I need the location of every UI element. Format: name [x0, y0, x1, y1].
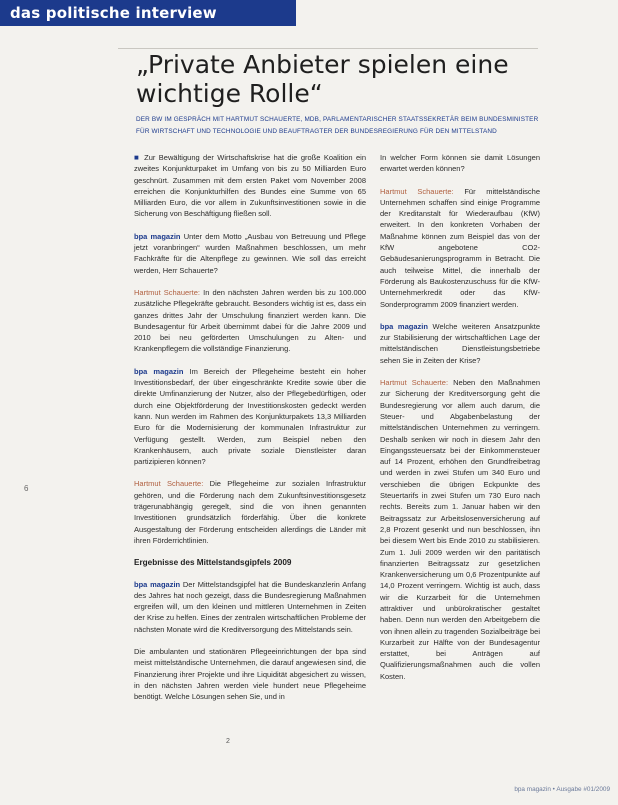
page-footer: bpa magazin • Ausgabe #01/2009: [514, 786, 610, 793]
paragraph-text: Im Bereich der Pflegeheime besteht ein hoher Investitionsbedarf, der über eingeschränkte Kredite sowie über die direkte Umfinanzierung der Nutzer, also der Pflegebedürftigen, oder durch eine Objektförderung der Investitionskosten gedeckt werden kann. Nun werden im Rahmen des Konjunkturpakets 13,3 Milliarden Euro für die Modernisierung der kommunalen Infrastruktur zur Verfügung gestellt. Werden, zum Beispiel neben den Krankenhäusern, auch private soziale Dienstleister daran partizipieren können?: [134, 366, 366, 467]
speaker-label: bpa magazin: [134, 366, 184, 376]
paragraph-text: Der Mittelstandsgipfel hat die Bundeskanzlerin Anfang des Jahres hat noch gezeigt, dass die Bundesregierung Maßnahmen ergreifen will, um den kleinen und mittleren Unternehmen in Zeiten der Krise zu helfen. Eines der zentralen wirtschaftlichen Probleme der nächsten Monate wird die Kreditversorgung des Mittelstands sein.: [134, 579, 366, 634]
interview-question: [134, 366, 366, 468]
paragraph-text: Die ambulanten und stationären Pflegeeinrichtungen der bpa sind meist mittelständische Unternehmen, die darauf angewiesen sind, die Finanzierung ihrer Projekte und ihre Liquidität abgesichert zu wissen, in den nächsten Jahren werden viele hundert neue Pflegeheime benötigt. Welche Lösungen sehen Sie, und in: [134, 646, 366, 702]
margin-marker: 6: [24, 484, 29, 493]
paragraph-text: Für mittelständische Unternehmen schaffen sind einige Programme der Kreditanstalt für Wiederaufbau (KfW) erweitert. In den konkreten Vorhaben der Maßnahme können zum Beispiel das von der KfW angebotene CO2-Gebäudesanierungsprogramm in Betracht. Die auch teilweise Mittel, die innerhalb der Förderung als Baukostenzuschuss für die KfW-Unternehmerkredit oder das KfW-Sonderprogramm 2009 finanziert werden.: [380, 186, 541, 309]
body-paragraph: [134, 646, 366, 702]
paragraph-text: In den nächsten Jahren werden bis zu 100.000 zusätzliche Pflegekräfte gebraucht. Besonders wichtig ist es, dass ein ganzes drittes Jahr der Umschulung finanziert werden kann. Die Bundesagentur für Arbeit übernimmt dabei für die Jahre 2009 und 2010 bei neu geförderten Umschulungen zu Alten- und Krankenpflegern die vollständige Finanzierung.: [134, 287, 366, 354]
interview-question: [134, 231, 366, 276]
section-title: das politische interview: [10, 4, 217, 22]
speaker-label: bpa magazin: [134, 231, 181, 241]
interview-question: [380, 321, 540, 366]
paragraph-text: Unter dem Motto „Ausbau von Betreuung und Pflege jetzt voranbringen“ wurden Maßnahmen beschlossen, um mehr Fachkräfte für die Altenpflege zu gewinnen. Wie soll das erreicht werden, Herr Schauerte?: [134, 231, 366, 275]
lead-paragraph: [134, 152, 366, 220]
interview-answer: [134, 478, 366, 546]
speaker-label: Hartmut Schauerte:: [134, 479, 204, 489]
right-column: [380, 152, 540, 693]
section-subheading: Ergebnisse des Mittelstandsgipfels 2009: [134, 558, 292, 568]
paragraph-text: Welche weiteren Ansatzpunkte zur Stabilisierung der wirtschaftlichen Lage der mittelständischen Dienstleistungsbetriebe sehen Sie in Zeiten der Krise?: [380, 321, 540, 365]
body-paragraph: [380, 152, 540, 175]
speaker-label: bpa magazin: [134, 579, 181, 589]
interview-answer: [134, 287, 366, 355]
speaker-label: bpa magazin: [380, 321, 428, 331]
speaker-label: Hartmut Schauerte:: [134, 287, 201, 297]
interview-answer: [380, 377, 540, 682]
article-headline: „Private Anbieter spielen eine wichtige Rolle“: [136, 50, 509, 108]
interview-answer: [380, 186, 540, 310]
speaker-label: Hartmut Schauerte:: [380, 186, 454, 196]
interview-question: [134, 579, 366, 635]
paragraph-text: In welcher Form können sie damit Lösungen erwartet werden können?: [380, 153, 540, 174]
section-header-band: [0, 0, 296, 26]
paragraph-text: Die Pflegeheime zur sozialen Infrastruktur gehören, und die Förderung nach dem Zukunftsinvestitionsgesetz trägerunabhängig geregelt, sind die von ihnen genannten Investitionen grundsätzlich förderfähig. Über die konkrete Ausgestaltung der Förderung entscheiden allerdings die Länder mit ihren Förderrichtlinien.: [134, 479, 366, 545]
paragraph-text: Neben den Maßnahmen zur Sicherung der Kreditversorgung geht die Bundesregierung vor allem auch darum, die Steuer- und Abgabenbelastung der mittelständischen Unternehmen zu verringern. Deshalb senken wir noch in diesem Jahr den Eingangssteuersatz bei der Einkommensteuer auf 14 Prozent, erhöhen den Grundfreibetrag und werden in zwei Stufen um 340 Euro und verschieben die übrigen Eckpunkte des Steuertarifs in zwei Stufen um 730 Euro nach rechts. Bereits zum 1. Januar haben wir den Beitragssatz zur Arbeitslosenversicherung auf 2,8 Prozent gesenkt und nun beschlossen, ihn bei diesem Wert bis Ende 2010 zu stabilisieren. Zum 1. Juli 2009 werden wir den paritätisch finanzierten Beitragssatz zur gesetzlichen Krankenversicherung um 0,6 Prozentpunkte auf 14,0 Prozent verringern. Wichtig ist auch, dass wir die Kurzarbeit für die Unternehmen attraktiver und unbürokratischer gestaltet haben. Denn nun werden den Arbeitgebern die von ihnen allein zu tragenden Sozialbeiträge bei Kurzarbeit zur Hälfte von der Bundesagentur erstattet, bei Anträgen auf Qualifizierungsmaßnahmen auch die vollen Kosten.: [380, 378, 541, 681]
header-divider: [118, 48, 538, 49]
square-bullet-icon: ■: [134, 153, 141, 162]
article-intro: DER BW IM GESPRÄCH MIT HARTMUT SCHAUERTE, MDB, PARLAMENTARISCHER STAATSSEKRETÄR BEIM BUNDESMINISTER FÜR WIRTSCHAFT UND TECHNOLOGIE UND BEAUFTRAGTER DER BUNDESREGIERUNG FÜR DEN MITTELSTAND: [136, 116, 539, 135]
page-number: 2: [226, 738, 230, 745]
left-column: [134, 152, 366, 713]
paragraph-text: Zur Bewältigung der Wirtschaftskrise hat die große Koalition ein zweites Konjunkturpaket im Umfang von bis zu 50 Milliarden Euro geschnürt. Zusammen mit dem ersten Paket vom November 2008 erreichen die Konjunkturhilfen des Bundes eine Summe von 65 Milliarden Euro, die vor allem in Zukunftsinvestitionen sowie in die Sicherung von Beschäftigung fließen soll.: [134, 153, 366, 219]
speaker-label: Hartmut Schauerte:: [380, 378, 449, 388]
